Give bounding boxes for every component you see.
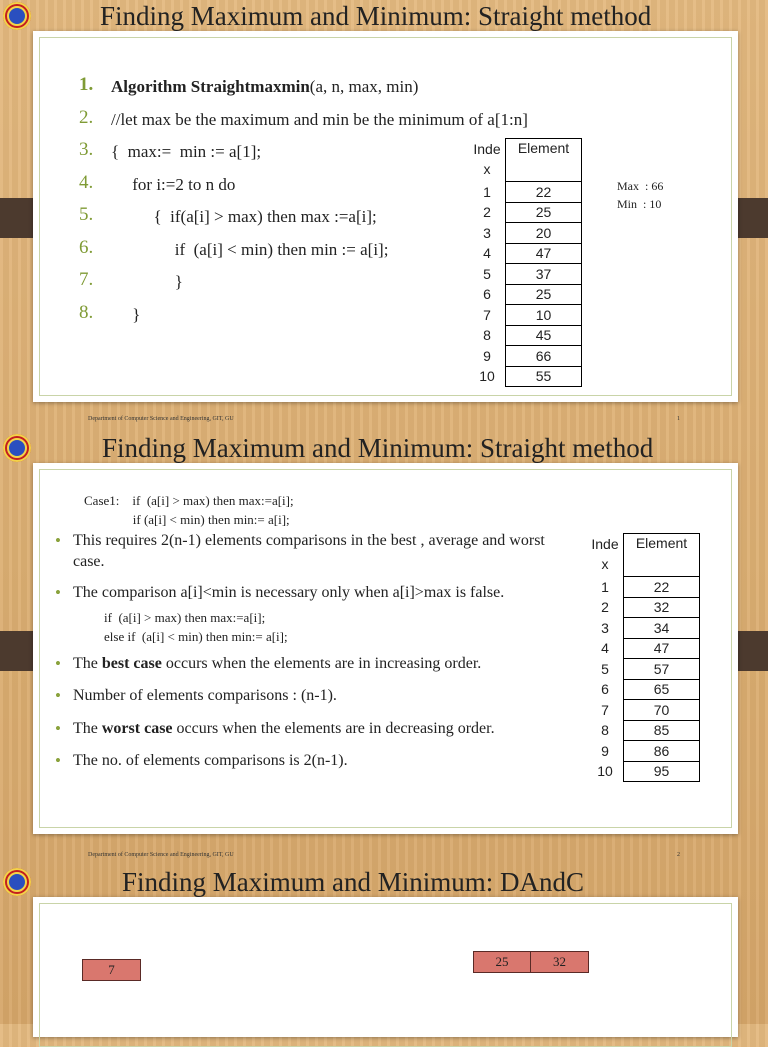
table-row: 8 45 <box>469 325 582 346</box>
bullet-icon: • <box>55 686 61 705</box>
table-row: 6 65 <box>587 679 700 700</box>
page-number: 2 <box>677 852 680 858</box>
table-row: 7 70 <box>587 700 700 721</box>
table-row: 2 32 <box>587 597 700 618</box>
bullet-icon: • <box>55 751 61 770</box>
bullet-item: • This requires 2(n-1) elements comparisons in the best , average and worst case. <box>55 531 545 570</box>
university-logo-icon <box>3 868 31 896</box>
slide-footer: Department of Computer Science and Engineering, GIT, GU <box>88 416 234 422</box>
slide-footer: Department of Computer Science and Engineering, GIT, GU <box>88 852 234 858</box>
bullet-item: • The no. of elements comparisons is 2(n-1). <box>55 751 348 770</box>
table-row: 5 37 <box>469 264 582 285</box>
table-row: 4 47 <box>587 638 700 659</box>
table-row: 3 34 <box>587 618 700 639</box>
array-cell: 32 <box>530 951 589 973</box>
array-table <box>587 533 700 782</box>
table-row: 1 22 <box>469 182 582 203</box>
sub-line: else if (a[i] < min) then min:= a[i]; <box>104 629 288 644</box>
max-note: Max : 66 <box>617 179 664 193</box>
table-row: 9 66 <box>469 346 582 367</box>
index-header: Inde <box>591 535 619 552</box>
array-cell: 25 <box>473 951 531 973</box>
array-cell: 7 <box>82 959 141 981</box>
bullet-item: • The worst case occurs when the elements are in decreasing order. <box>55 719 495 738</box>
slide-1: Finding Maximum and Minimum: Straight method 1. Algorithm Straightmaxmin(a, n, max, min) 2. //let max be the maximum and min be the minimum of a[1:n] 3. { max:= min := a[1]; 4. for i:=2 to n do 5. { if(a[i] > max) then max :=a[i]; 6. if (a[i] < min) then min := a[i]; 7. } 8. } Inde x Element 1 22 2 25 3 20 4 47 5 37 6 25 7 10 8 45 9 66 10 55 Max : 66 Min : 10 Department of Computer Science and Engineering, GIT, GU 1 <box>0 0 768 430</box>
table-row: 4 47 <box>469 243 582 264</box>
table-row: 2 25 <box>469 202 582 223</box>
slide-title: Finding Maximum and Minimum: Straight method <box>100 1 652 31</box>
bullet-item: • The best case occurs when the elements are in increasing order. <box>55 654 482 673</box>
table-row: 1 22 <box>587 577 700 598</box>
table-row: 6 25 <box>469 284 582 305</box>
array-table <box>469 138 582 387</box>
bullet-item: • Number of elements comparisons : (n-1). <box>55 686 337 705</box>
table-row: 10 55 <box>469 366 582 387</box>
bullet-icon: • <box>55 654 61 673</box>
slide-title: Finding Maximum and Minimum: DAndC <box>122 867 585 897</box>
table-row: 8 85 <box>587 720 700 741</box>
table-row: 9 86 <box>587 741 700 762</box>
element-header: Element <box>506 139 582 182</box>
university-logo-icon <box>3 2 31 30</box>
table-header-row: Inde x Element <box>587 534 700 577</box>
table-header-row: Inde x Element <box>469 139 582 182</box>
sub-line: if (a[i] > max) then max:=a[i]; <box>104 610 266 625</box>
slide-3 <box>0 864 768 1024</box>
case-line: Case1: if (a[i] > max) then max:=a[i]; <box>84 493 294 508</box>
min-note: Min : 10 <box>617 197 662 211</box>
index-header: Inde <box>473 140 501 157</box>
element-header: Element <box>624 534 700 577</box>
table-row: 5 57 <box>587 659 700 680</box>
bullet-item: • The comparison a[i]<min is necessary only when a[i]>max is false. <box>55 583 505 602</box>
bullet-icon: • <box>55 583 61 602</box>
bullet-icon: • <box>55 531 61 550</box>
page-number: 1 <box>677 416 680 422</box>
bullet-icon: • <box>55 719 61 738</box>
table-row: 3 20 <box>469 223 582 244</box>
slide-2 <box>0 430 768 864</box>
table-row: 10 95 <box>587 761 700 782</box>
university-logo-icon <box>3 434 31 462</box>
case-line: if (a[i] < min) then min:= a[i]; <box>84 512 290 527</box>
table-row: 7 10 <box>469 305 582 326</box>
slide-title: Finding Maximum and Minimum: Straight method <box>102 433 654 463</box>
